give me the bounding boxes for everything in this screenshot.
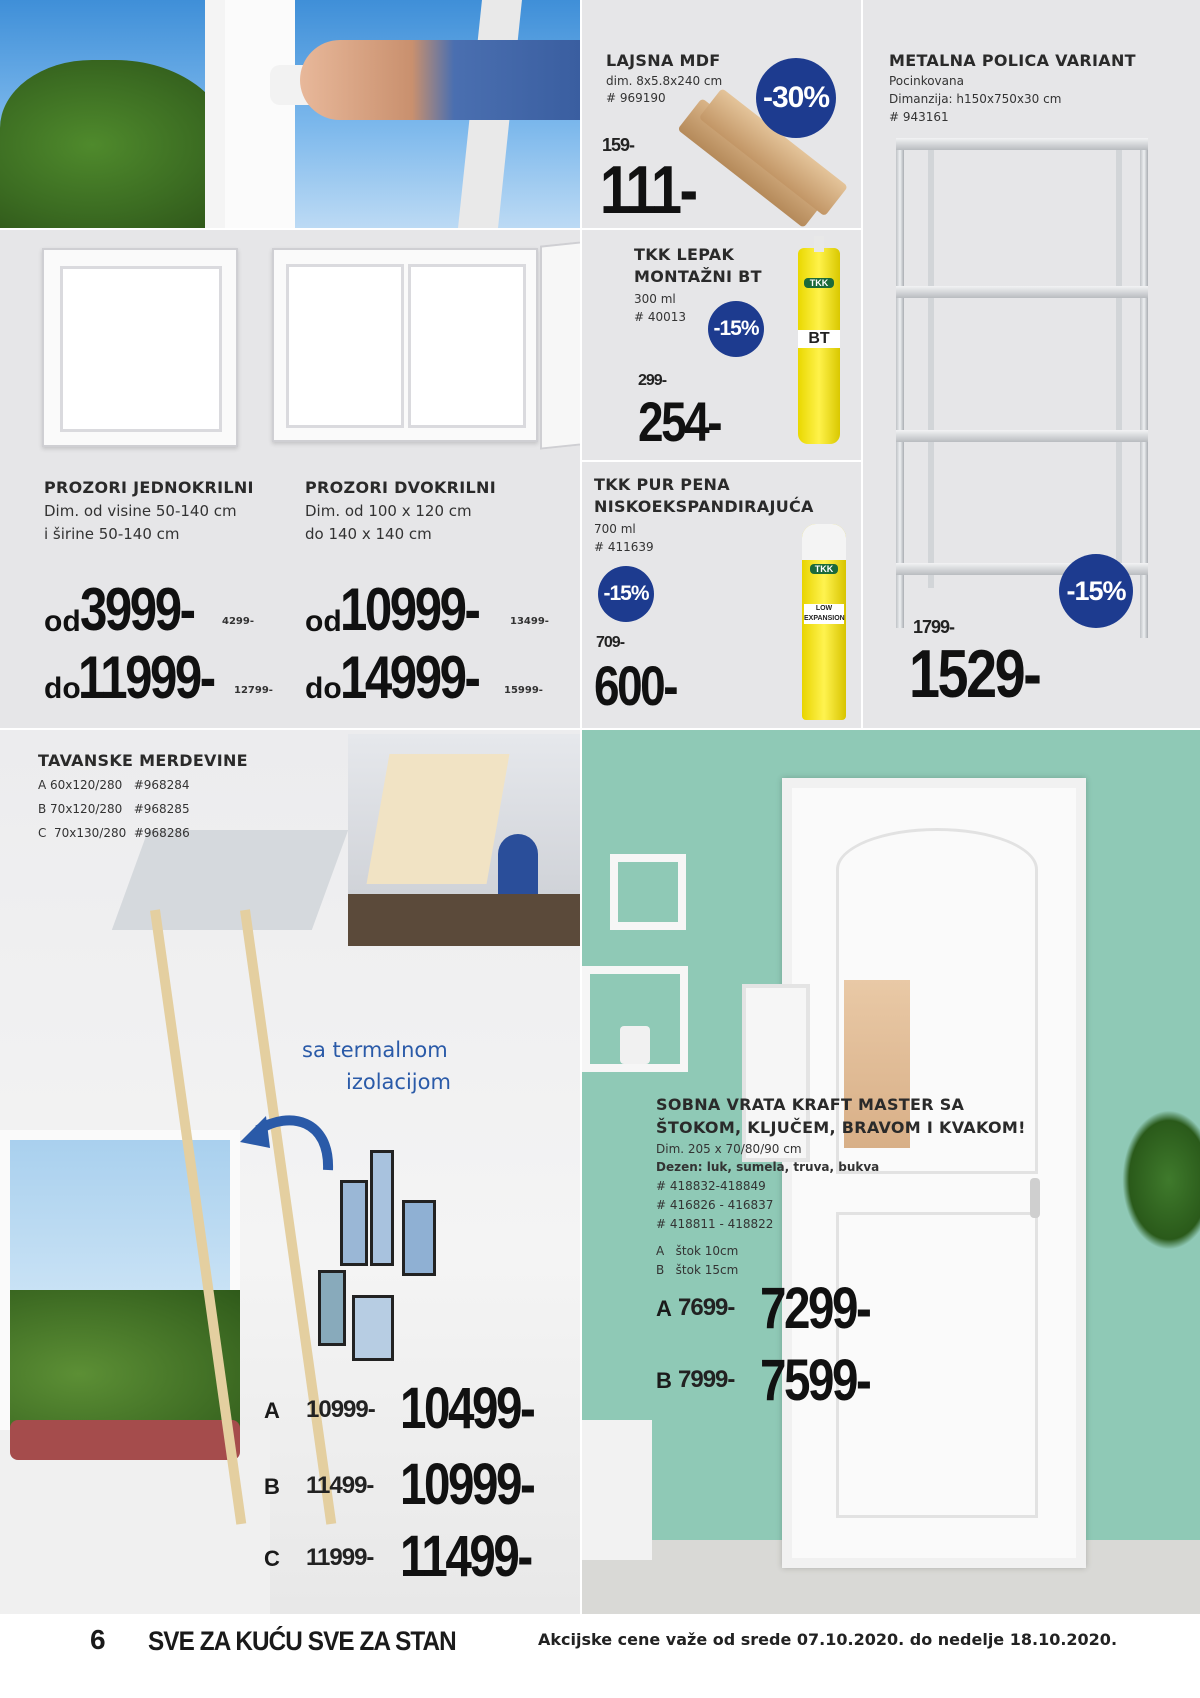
pena-can-label: LOW EXPANSION (804, 605, 845, 622)
curved-arrow-icon (240, 1090, 340, 1180)
prozori2-old-to: 15999- (504, 685, 543, 696)
pena-title1: TKK PUR PENA (594, 475, 730, 494)
ladder-image (150, 910, 300, 1530)
prozori1-title: PROZORI JEDNOKRILNI (44, 478, 254, 497)
prozori2-od: od (305, 605, 342, 638)
lepak-volume: 300 ml (634, 292, 676, 306)
merdevine-row-c-old: 11999- (306, 1544, 374, 1571)
lepak-panel (582, 230, 861, 460)
prozori2-old-from: 13499- (510, 616, 549, 627)
side-cabinet (582, 1420, 652, 1560)
pena-title2: NISKOEKSPANDIRAJUĆA (594, 497, 814, 516)
polica-price: 1529- (909, 636, 1040, 712)
vrata-title1: SOBNA VRATA KRAFT MASTER SA (656, 1095, 965, 1114)
footer-validity: Akcijske cene važe od srede 07.10.2020. do nedelje 18.10.2020. (538, 1630, 1118, 1649)
lepak-code: # 40013 (634, 310, 687, 324)
prozori2-line1: Dim. od 100 x 120 cm (305, 502, 472, 520)
vrata-code-1: # 418832-418849 (656, 1179, 766, 1193)
attic-photo (348, 734, 580, 946)
merdevine-row-b-old: 11499- (306, 1472, 374, 1499)
window-photo (0, 0, 580, 228)
shelf-image (888, 138, 1168, 638)
pena-can-image (802, 524, 846, 720)
lajsna-price: 111- (600, 152, 696, 228)
vrata-title2: ŠTOKOM, KLJUČEM, BRAVOM I KVAKOM! (656, 1118, 1026, 1137)
vrata-row-a-price: 7299- (760, 1276, 870, 1341)
vrata-dim: Dim. 205 x 70/80/90 cm (656, 1142, 802, 1156)
vrata-row-a-old: 7699- (678, 1294, 735, 1321)
frame-decor-5 (352, 1295, 394, 1361)
merdevine-title: TAVANSKE MERDEVINE (38, 751, 248, 770)
vrata-row-b-price: 7599- (760, 1348, 870, 1413)
pena-can-brand: TKK (810, 564, 838, 574)
lajsna-code: # 969190 (606, 91, 666, 105)
merdevine-row-a-label: A (264, 1398, 280, 1423)
frame-decor-4 (318, 1270, 346, 1346)
vrata-code-2: # 416826 - 416837 (656, 1198, 774, 1212)
ladder-panel (0, 730, 580, 1614)
merdevine-row-a-old: 10999- (306, 1396, 375, 1423)
lepak-title1: TKK LEPAK (634, 245, 735, 264)
vrata-row-b-label: B (656, 1368, 672, 1393)
prozori2-line2: do 140 x 140 cm (305, 525, 432, 543)
lajsna-old-price: 159- (602, 135, 635, 155)
prozori2-price-from: 10999- (340, 576, 479, 643)
pena-old-price: 709- (596, 634, 625, 651)
merdevine-row-b-label: B (264, 1474, 280, 1499)
plant-decor (1122, 1110, 1200, 1250)
polica-line1: Pocinkovana (889, 74, 964, 88)
insulation-callout-line2: izolacijom (346, 1070, 451, 1094)
prozori2-title: PROZORI DVOKRILNI (305, 478, 496, 497)
lepak-discount-badge: -15% (708, 301, 764, 357)
merdevine-row-c-label: C (264, 1546, 280, 1571)
merdevine-row-c-price: 11499- (400, 1524, 531, 1589)
vrata-stok-b: B štok 15cm (656, 1263, 739, 1277)
polica-old-price: 1799- (913, 617, 955, 637)
pena-panel (582, 462, 861, 728)
lajsna-panel (582, 0, 861, 228)
pena-price: 600- (594, 654, 677, 717)
prozori1-line2: i širine 50-140 cm (44, 525, 180, 543)
wall-shelf-1 (610, 854, 686, 930)
lajsna-dim: dim. 8x5.8x240 cm (606, 74, 723, 88)
merdevine-variant-c: C 70x130/280 #968286 (38, 826, 190, 840)
merdevine-variant-b: B 70x120/280 #968285 (38, 802, 190, 816)
polica-title: METALNA POLICA VARIANT (889, 51, 1136, 70)
prozori1-old-from: 4299- (222, 616, 254, 627)
polica-panel (863, 0, 1200, 728)
single-window-image (42, 248, 238, 447)
door-panel (582, 730, 1200, 1614)
prozori1-line1: Dim. od visine 50-140 cm (44, 502, 237, 520)
lepak-price: 254- (638, 390, 721, 453)
pena-discount-badge: -15% (598, 566, 654, 622)
merdevine-row-a-price: 10499- (400, 1376, 534, 1441)
pena-volume: 700 ml (594, 522, 636, 536)
prozori-panel (0, 230, 580, 728)
lepak-tube-brand: TKK (804, 278, 834, 288)
lajsna-discount-badge: -30% (756, 58, 836, 138)
prozori1-old-to: 12799- (234, 685, 273, 696)
prozori1-do: do (44, 672, 81, 705)
prozori1-od: od (44, 605, 81, 638)
prozori2-do: do (305, 672, 342, 705)
merdevine-variant-a: A 60x120/280 #968284 (38, 778, 190, 792)
lepak-title2: MONTAŽNI BT (634, 267, 762, 286)
lepak-tube-label: BT (798, 330, 840, 348)
prozori1-price-to: 11999- (78, 644, 214, 711)
page-number: 6 (90, 1624, 106, 1655)
merdevine-row-b-price: 10999- (400, 1452, 534, 1517)
plant-pot (620, 1026, 650, 1064)
vrata-dezen: Dezen: luk, sumela, truva, bukva (656, 1160, 880, 1174)
prozori1-price-from: 3999- (80, 576, 194, 643)
lepak-old-price: 299- (638, 372, 667, 389)
double-window-image (272, 248, 538, 442)
vrata-stok-a: A štok 10cm (656, 1244, 739, 1258)
lepak-tube-image (798, 248, 840, 444)
polica-line2: Dimanzija: h150x750x30 cm (889, 92, 1062, 106)
pena-code: # 411639 (594, 540, 654, 554)
vrata-row-b-old: 7999- (678, 1366, 735, 1393)
lajsna-title: LAJSNA MDF (606, 51, 721, 70)
open-sash-image (540, 238, 580, 449)
polica-discount-badge: -15% (1059, 554, 1133, 628)
frame-decor-3 (402, 1200, 436, 1276)
polica-code: # 943161 (889, 110, 949, 124)
insulation-callout-line1: sa termalnom (302, 1038, 448, 1062)
prozori2-price-to: 14999- (340, 644, 479, 711)
footer-slogan: SVE ZA KUĆU SVE ZA STAN (148, 1626, 456, 1656)
vrata-code-3: # 418811 - 418822 (656, 1217, 774, 1231)
vrata-row-a-label: A (656, 1296, 672, 1321)
frame-decor-2 (370, 1150, 394, 1266)
frame-decor-1 (340, 1180, 368, 1266)
footer (0, 1614, 1200, 1698)
